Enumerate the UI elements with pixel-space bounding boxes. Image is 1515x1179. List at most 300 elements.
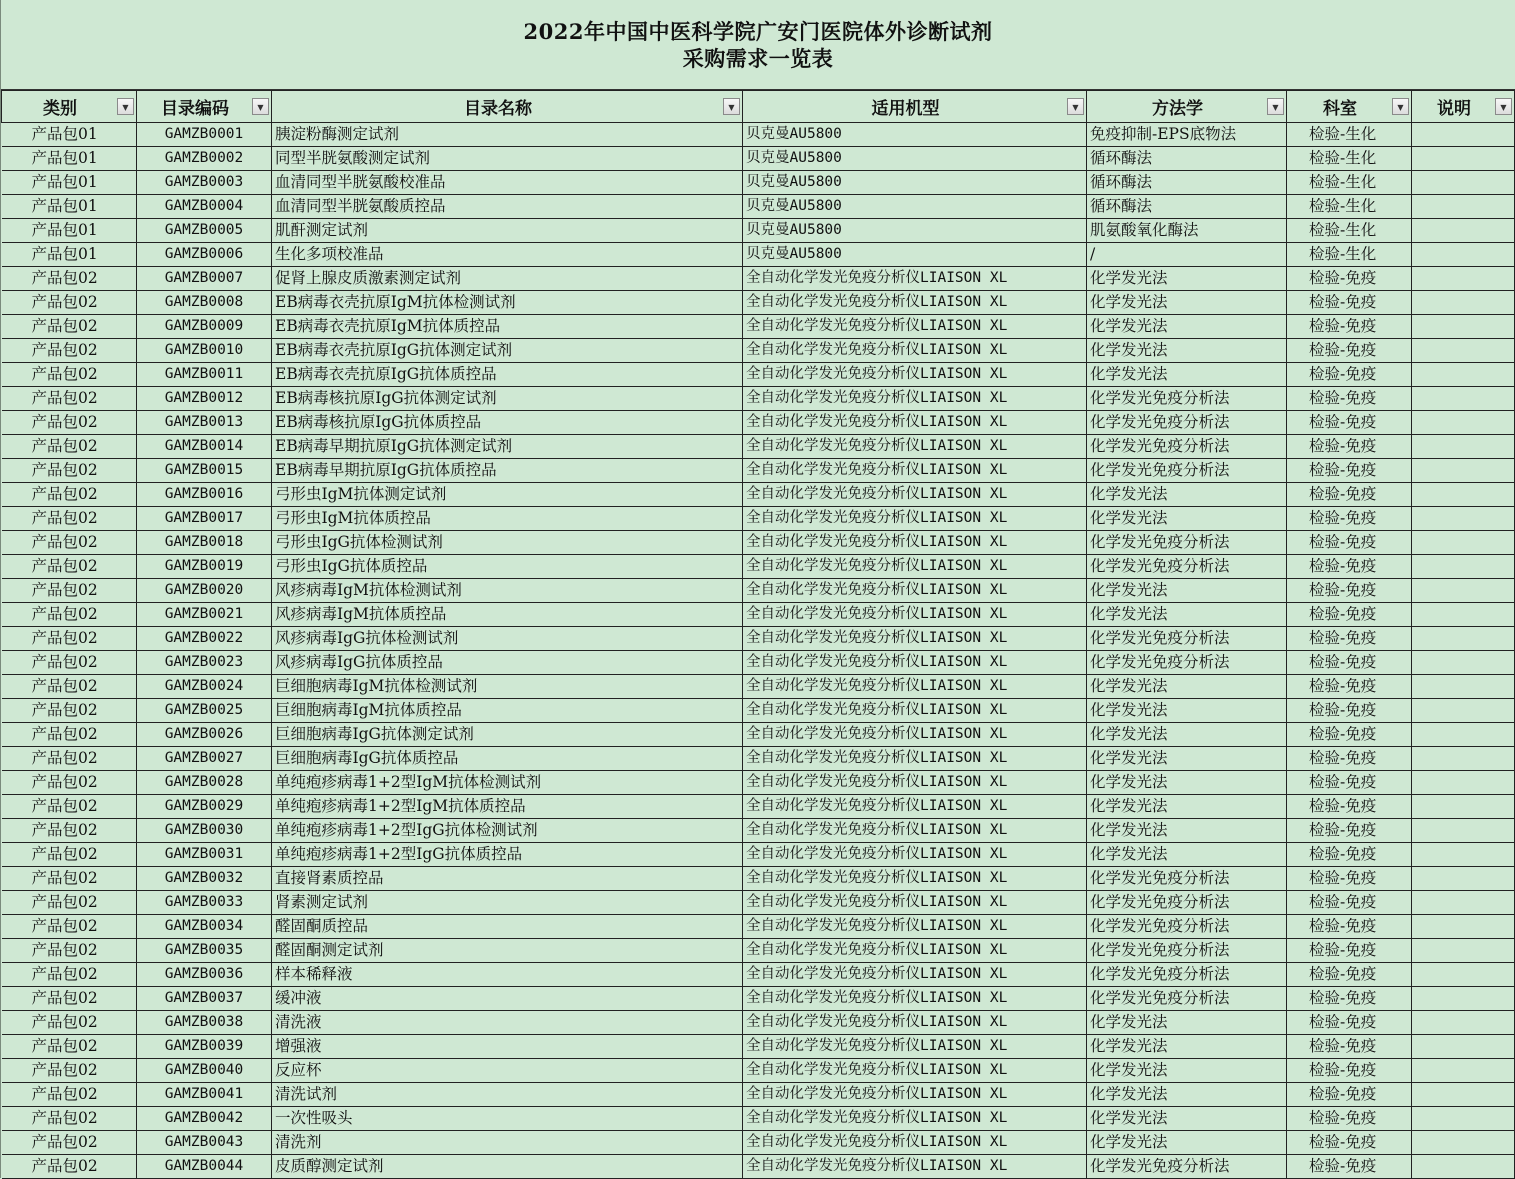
cell-note[interactable]: [1412, 651, 1515, 675]
cell-machine[interactable]: 贝克曼AU5800: [743, 171, 1087, 195]
cell-category[interactable]: 产品包02: [2, 1035, 137, 1059]
cell-name[interactable]: 单纯疱疹病毒1+2型IgM抗体质控品: [272, 795, 743, 819]
cell-category[interactable]: 产品包02: [2, 339, 137, 363]
cell-category[interactable]: 产品包02: [2, 891, 137, 915]
cell-note[interactable]: [1412, 963, 1515, 987]
cell-name[interactable]: 血清同型半胱氨酸校准品: [272, 171, 743, 195]
cell-name[interactable]: 巨细胞病毒IgM抗体质控品: [272, 699, 743, 723]
cell-method[interactable]: 循环酶法: [1087, 171, 1287, 195]
cell-department[interactable]: 检验-免疫: [1287, 1011, 1412, 1035]
cell-category[interactable]: 产品包02: [2, 555, 137, 579]
column-header-method[interactable]: 方法学 ▼: [1087, 91, 1287, 123]
filter-dropdown-icon[interactable]: ▼: [1067, 98, 1084, 115]
cell-code[interactable]: GAMZB0008: [137, 291, 272, 315]
cell-department[interactable]: 检验-免疫: [1287, 411, 1412, 435]
cell-method[interactable]: 循环酶法: [1087, 195, 1287, 219]
cell-name[interactable]: 风疹病毒IgM抗体质控品: [272, 603, 743, 627]
cell-category[interactable]: 产品包02: [2, 507, 137, 531]
cell-name[interactable]: 风疹病毒IgG抗体检测试剂: [272, 627, 743, 651]
cell-method[interactable]: 化学发光免疫分析法: [1087, 435, 1287, 459]
cell-department[interactable]: 检验-免疫: [1287, 675, 1412, 699]
cell-method[interactable]: 化学发光法: [1087, 795, 1287, 819]
cell-machine[interactable]: 全自动化学发光免疫分析仪LIAISON XL: [743, 1107, 1087, 1131]
cell-code[interactable]: GAMZB0025: [137, 699, 272, 723]
cell-category[interactable]: 产品包02: [2, 291, 137, 315]
cell-department[interactable]: 检验-免疫: [1287, 627, 1412, 651]
cell-machine[interactable]: 全自动化学发光免疫分析仪LIAISON XL: [743, 627, 1087, 651]
cell-category[interactable]: 产品包01: [2, 219, 137, 243]
cell-note[interactable]: [1412, 459, 1515, 483]
cell-machine[interactable]: 全自动化学发光免疫分析仪LIAISON XL: [743, 699, 1087, 723]
cell-department[interactable]: 检验-免疫: [1287, 1131, 1412, 1155]
cell-code[interactable]: GAMZB0032: [137, 867, 272, 891]
cell-machine[interactable]: 全自动化学发光免疫分析仪LIAISON XL: [743, 963, 1087, 987]
cell-machine[interactable]: 全自动化学发光免疫分析仪LIAISON XL: [743, 939, 1087, 963]
cell-department[interactable]: 检验-免疫: [1287, 891, 1412, 915]
cell-note[interactable]: [1412, 555, 1515, 579]
cell-note[interactable]: [1412, 891, 1515, 915]
cell-code[interactable]: GAMZB0018: [137, 531, 272, 555]
cell-method[interactable]: /: [1087, 243, 1287, 267]
cell-name[interactable]: 缓冲液: [272, 987, 743, 1011]
cell-method[interactable]: 循环酶法: [1087, 147, 1287, 171]
cell-code[interactable]: GAMZB0012: [137, 387, 272, 411]
cell-code[interactable]: GAMZB0037: [137, 987, 272, 1011]
cell-department[interactable]: 检验-免疫: [1287, 867, 1412, 891]
cell-method[interactable]: 化学发光法: [1087, 1011, 1287, 1035]
cell-code[interactable]: GAMZB0016: [137, 483, 272, 507]
column-header-machine[interactable]: 适用机型 ▼: [743, 91, 1087, 123]
cell-name[interactable]: EB病毒早期抗原IgG抗体质控品: [272, 459, 743, 483]
cell-machine[interactable]: 贝克曼AU5800: [743, 219, 1087, 243]
cell-category[interactable]: 产品包01: [2, 171, 137, 195]
cell-department[interactable]: 检验-生化: [1287, 171, 1412, 195]
cell-method[interactable]: 化学发光免疫分析法: [1087, 387, 1287, 411]
cell-machine[interactable]: 全自动化学发光免疫分析仪LIAISON XL: [743, 747, 1087, 771]
cell-machine[interactable]: 全自动化学发光免疫分析仪LIAISON XL: [743, 675, 1087, 699]
cell-name[interactable]: EB病毒核抗原IgG抗体测定试剂: [272, 387, 743, 411]
cell-department[interactable]: 检验-免疫: [1287, 771, 1412, 795]
cell-name[interactable]: EB病毒衣壳抗原IgM抗体检测试剂: [272, 291, 743, 315]
cell-name[interactable]: EB病毒衣壳抗原IgG抗体质控品: [272, 363, 743, 387]
cell-category[interactable]: 产品包02: [2, 915, 137, 939]
cell-code[interactable]: GAMZB0007: [137, 267, 272, 291]
cell-machine[interactable]: 全自动化学发光免疫分析仪LIAISON XL: [743, 723, 1087, 747]
cell-note[interactable]: [1412, 1011, 1515, 1035]
cell-department[interactable]: 检验-生化: [1287, 219, 1412, 243]
cell-method[interactable]: 化学发光法: [1087, 363, 1287, 387]
cell-method[interactable]: 化学发光法: [1087, 291, 1287, 315]
cell-method[interactable]: 化学发光免疫分析法: [1087, 1155, 1287, 1179]
cell-department[interactable]: 检验-免疫: [1287, 1155, 1412, 1179]
cell-name[interactable]: 胰淀粉酶测定试剂: [272, 123, 743, 147]
cell-note[interactable]: [1412, 195, 1515, 219]
cell-name[interactable]: EB病毒衣壳抗原IgG抗体测定试剂: [272, 339, 743, 363]
cell-method[interactable]: 化学发光免疫分析法: [1087, 915, 1287, 939]
cell-method[interactable]: 化学发光法: [1087, 675, 1287, 699]
cell-department[interactable]: 检验-免疫: [1287, 363, 1412, 387]
cell-note[interactable]: [1412, 411, 1515, 435]
cell-method[interactable]: 化学发光免疫分析法: [1087, 627, 1287, 651]
cell-machine[interactable]: 全自动化学发光免疫分析仪LIAISON XL: [743, 483, 1087, 507]
cell-category[interactable]: 产品包02: [2, 1107, 137, 1131]
cell-machine[interactable]: 全自动化学发光免疫分析仪LIAISON XL: [743, 819, 1087, 843]
cell-category[interactable]: 产品包02: [2, 723, 137, 747]
cell-department[interactable]: 检验-免疫: [1287, 819, 1412, 843]
cell-department[interactable]: 检验-免疫: [1287, 291, 1412, 315]
cell-machine[interactable]: 全自动化学发光免疫分析仪LIAISON XL: [743, 771, 1087, 795]
cell-department[interactable]: 检验-免疫: [1287, 843, 1412, 867]
cell-category[interactable]: 产品包02: [2, 387, 137, 411]
cell-category[interactable]: 产品包02: [2, 1131, 137, 1155]
cell-method[interactable]: 化学发光法: [1087, 507, 1287, 531]
cell-name[interactable]: 促肾上腺皮质激素测定试剂: [272, 267, 743, 291]
cell-method[interactable]: 化学发光法: [1087, 483, 1287, 507]
cell-method[interactable]: 化学发光法: [1087, 771, 1287, 795]
cell-note[interactable]: [1412, 363, 1515, 387]
cell-method[interactable]: 化学发光法: [1087, 843, 1287, 867]
cell-code[interactable]: GAMZB0019: [137, 555, 272, 579]
cell-note[interactable]: [1412, 867, 1515, 891]
cell-note[interactable]: [1412, 531, 1515, 555]
cell-note[interactable]: [1412, 987, 1515, 1011]
cell-machine[interactable]: 全自动化学发光免疫分析仪LIAISON XL: [743, 555, 1087, 579]
cell-method[interactable]: 化学发光法: [1087, 1035, 1287, 1059]
cell-name[interactable]: 单纯疱疹病毒1+2型IgG抗体检测试剂: [272, 819, 743, 843]
cell-note[interactable]: [1412, 771, 1515, 795]
cell-note[interactable]: [1412, 219, 1515, 243]
cell-method[interactable]: 化学发光法: [1087, 747, 1287, 771]
cell-name[interactable]: 生化多项校准品: [272, 243, 743, 267]
cell-note[interactable]: [1412, 243, 1515, 267]
cell-machine[interactable]: 全自动化学发光免疫分析仪LIAISON XL: [743, 915, 1087, 939]
cell-department[interactable]: 检验-免疫: [1287, 747, 1412, 771]
cell-department[interactable]: 检验-免疫: [1287, 1083, 1412, 1107]
cell-department[interactable]: 检验-免疫: [1287, 459, 1412, 483]
cell-machine[interactable]: 全自动化学发光免疫分析仪LIAISON XL: [743, 507, 1087, 531]
cell-category[interactable]: 产品包02: [2, 1083, 137, 1107]
cell-code[interactable]: GAMZB0038: [137, 1011, 272, 1035]
cell-department[interactable]: 检验-免疫: [1287, 579, 1412, 603]
cell-machine[interactable]: 全自动化学发光免疫分析仪LIAISON XL: [743, 459, 1087, 483]
cell-code[interactable]: GAMZB0043: [137, 1131, 272, 1155]
cell-name[interactable]: 肌酐测定试剂: [272, 219, 743, 243]
cell-note[interactable]: [1412, 291, 1515, 315]
column-header-category[interactable]: 类别 ▼: [2, 91, 137, 123]
cell-machine[interactable]: 全自动化学发光免疫分析仪LIAISON XL: [743, 1155, 1087, 1179]
cell-name[interactable]: 弓形虫IgM抗体质控品: [272, 507, 743, 531]
cell-category[interactable]: 产品包02: [2, 747, 137, 771]
cell-department[interactable]: 检验-免疫: [1287, 435, 1412, 459]
cell-code[interactable]: GAMZB0028: [137, 771, 272, 795]
cell-department[interactable]: 检验-生化: [1287, 243, 1412, 267]
cell-note[interactable]: [1412, 1083, 1515, 1107]
cell-method[interactable]: 化学发光法: [1087, 1131, 1287, 1155]
cell-code[interactable]: GAMZB0010: [137, 339, 272, 363]
cell-department[interactable]: 检验-生化: [1287, 195, 1412, 219]
cell-code[interactable]: GAMZB0040: [137, 1059, 272, 1083]
cell-note[interactable]: [1412, 795, 1515, 819]
cell-code[interactable]: GAMZB0044: [137, 1155, 272, 1179]
cell-name[interactable]: 弓形虫IgG抗体检测试剂: [272, 531, 743, 555]
filter-dropdown-icon[interactable]: ▼: [1267, 98, 1284, 115]
filter-dropdown-icon[interactable]: ▼: [1495, 98, 1512, 115]
cell-method[interactable]: 化学发光法: [1087, 579, 1287, 603]
cell-name[interactable]: 清洗试剂: [272, 1083, 743, 1107]
cell-name[interactable]: 直接肾素质控品: [272, 867, 743, 891]
cell-category[interactable]: 产品包02: [2, 435, 137, 459]
cell-department[interactable]: 检验-免疫: [1287, 963, 1412, 987]
cell-category[interactable]: 产品包02: [2, 483, 137, 507]
cell-code[interactable]: GAMZB0003: [137, 171, 272, 195]
cell-code[interactable]: GAMZB0033: [137, 891, 272, 915]
cell-machine[interactable]: 贝克曼AU5800: [743, 147, 1087, 171]
cell-machine[interactable]: 全自动化学发光免疫分析仪LIAISON XL: [743, 291, 1087, 315]
cell-category[interactable]: 产品包02: [2, 1155, 137, 1179]
cell-machine[interactable]: 全自动化学发光免疫分析仪LIAISON XL: [743, 315, 1087, 339]
cell-code[interactable]: GAMZB0006: [137, 243, 272, 267]
cell-department[interactable]: 检验-免疫: [1287, 315, 1412, 339]
cell-code[interactable]: GAMZB0001: [137, 123, 272, 147]
cell-name[interactable]: 肾素测定试剂: [272, 891, 743, 915]
cell-method[interactable]: 化学发光免疫分析法: [1087, 867, 1287, 891]
cell-name[interactable]: EB病毒早期抗原IgG抗体测定试剂: [272, 435, 743, 459]
cell-name[interactable]: 一次性吸头: [272, 1107, 743, 1131]
cell-code[interactable]: GAMZB0034: [137, 915, 272, 939]
cell-note[interactable]: [1412, 1131, 1515, 1155]
column-header-note[interactable]: 说明 ▼: [1412, 91, 1515, 123]
cell-method[interactable]: 化学发光法: [1087, 819, 1287, 843]
cell-code[interactable]: GAMZB0039: [137, 1035, 272, 1059]
cell-department[interactable]: 检验-免疫: [1287, 987, 1412, 1011]
cell-method[interactable]: 化学发光免疫分析法: [1087, 963, 1287, 987]
cell-method[interactable]: 化学发光法: [1087, 1059, 1287, 1083]
cell-category[interactable]: 产品包02: [2, 1011, 137, 1035]
cell-machine[interactable]: 全自动化学发光免疫分析仪LIAISON XL: [743, 1011, 1087, 1035]
cell-department[interactable]: 检验-免疫: [1287, 555, 1412, 579]
cell-machine[interactable]: 全自动化学发光免疫分析仪LIAISON XL: [743, 339, 1087, 363]
cell-department[interactable]: 检验-免疫: [1287, 699, 1412, 723]
cell-name[interactable]: 单纯疱疹病毒1+2型IgM抗体检测试剂: [272, 771, 743, 795]
cell-method[interactable]: 化学发光免疫分析法: [1087, 891, 1287, 915]
cell-category[interactable]: 产品包02: [2, 267, 137, 291]
cell-note[interactable]: [1412, 675, 1515, 699]
cell-department[interactable]: 检验-生化: [1287, 147, 1412, 171]
cell-name[interactable]: 巨细胞病毒IgM抗体检测试剂: [272, 675, 743, 699]
cell-note[interactable]: [1412, 339, 1515, 363]
cell-note[interactable]: [1412, 723, 1515, 747]
cell-category[interactable]: 产品包02: [2, 1059, 137, 1083]
cell-code[interactable]: GAMZB0011: [137, 363, 272, 387]
cell-category[interactable]: 产品包02: [2, 795, 137, 819]
cell-method[interactable]: 化学发光免疫分析法: [1087, 459, 1287, 483]
cell-method[interactable]: 化学发光法: [1087, 1107, 1287, 1131]
cell-category[interactable]: 产品包02: [2, 939, 137, 963]
cell-machine[interactable]: 全自动化学发光免疫分析仪LIAISON XL: [743, 267, 1087, 291]
cell-code[interactable]: GAMZB0015: [137, 459, 272, 483]
cell-machine[interactable]: 全自动化学发光免疫分析仪LIAISON XL: [743, 531, 1087, 555]
cell-name[interactable]: 弓形虫IgG抗体质控品: [272, 555, 743, 579]
filter-dropdown-icon[interactable]: ▼: [723, 98, 740, 115]
cell-note[interactable]: [1412, 387, 1515, 411]
cell-name[interactable]: 皮质醇测定试剂: [272, 1155, 743, 1179]
cell-machine[interactable]: 全自动化学发光免疫分析仪LIAISON XL: [743, 579, 1087, 603]
cell-category[interactable]: 产品包02: [2, 315, 137, 339]
cell-name[interactable]: 醛固酮质控品: [272, 915, 743, 939]
cell-note[interactable]: [1412, 579, 1515, 603]
cell-method[interactable]: 化学发光免疫分析法: [1087, 411, 1287, 435]
cell-code[interactable]: GAMZB0002: [137, 147, 272, 171]
cell-department[interactable]: 检验-免疫: [1287, 339, 1412, 363]
cell-name[interactable]: 单纯疱疹病毒1+2型IgG抗体质控品: [272, 843, 743, 867]
cell-note[interactable]: [1412, 915, 1515, 939]
cell-code[interactable]: GAMZB0030: [137, 819, 272, 843]
cell-note[interactable]: [1412, 747, 1515, 771]
cell-machine[interactable]: 全自动化学发光免疫分析仪LIAISON XL: [743, 1059, 1087, 1083]
cell-code[interactable]: GAMZB0042: [137, 1107, 272, 1131]
cell-name[interactable]: EB病毒衣壳抗原IgM抗体质控品: [272, 315, 743, 339]
cell-category[interactable]: 产品包01: [2, 195, 137, 219]
cell-code[interactable]: GAMZB0022: [137, 627, 272, 651]
cell-note[interactable]: [1412, 507, 1515, 531]
cell-code[interactable]: GAMZB0036: [137, 963, 272, 987]
cell-note[interactable]: [1412, 939, 1515, 963]
cell-category[interactable]: 产品包02: [2, 963, 137, 987]
cell-code[interactable]: GAMZB0041: [137, 1083, 272, 1107]
cell-machine[interactable]: 全自动化学发光免疫分析仪LIAISON XL: [743, 867, 1087, 891]
cell-note[interactable]: [1412, 267, 1515, 291]
cell-category[interactable]: 产品包02: [2, 771, 137, 795]
cell-category[interactable]: 产品包02: [2, 987, 137, 1011]
cell-category[interactable]: 产品包01: [2, 243, 137, 267]
cell-code[interactable]: GAMZB0004: [137, 195, 272, 219]
cell-department[interactable]: 检验-免疫: [1287, 267, 1412, 291]
cell-note[interactable]: [1412, 699, 1515, 723]
cell-code[interactable]: GAMZB0027: [137, 747, 272, 771]
cell-machine[interactable]: 全自动化学发光免疫分析仪LIAISON XL: [743, 1035, 1087, 1059]
cell-note[interactable]: [1412, 315, 1515, 339]
cell-code[interactable]: GAMZB0020: [137, 579, 272, 603]
cell-category[interactable]: 产品包02: [2, 531, 137, 555]
cell-department[interactable]: 检验-免疫: [1287, 483, 1412, 507]
cell-name[interactable]: 清洗液: [272, 1011, 743, 1035]
cell-category[interactable]: 产品包02: [2, 699, 137, 723]
cell-name[interactable]: 同型半胱氨酸测定试剂: [272, 147, 743, 171]
cell-note[interactable]: [1412, 1155, 1515, 1179]
cell-name[interactable]: 巨细胞病毒IgG抗体测定试剂: [272, 723, 743, 747]
cell-category[interactable]: 产品包02: [2, 459, 137, 483]
cell-category[interactable]: 产品包02: [2, 603, 137, 627]
cell-machine[interactable]: 全自动化学发光免疫分析仪LIAISON XL: [743, 387, 1087, 411]
cell-department[interactable]: 检验-免疫: [1287, 1059, 1412, 1083]
cell-department[interactable]: 检验-免疫: [1287, 1107, 1412, 1131]
cell-machine[interactable]: 全自动化学发光免疫分析仪LIAISON XL: [743, 1131, 1087, 1155]
cell-note[interactable]: [1412, 1059, 1515, 1083]
cell-category[interactable]: 产品包02: [2, 843, 137, 867]
cell-category[interactable]: 产品包02: [2, 867, 137, 891]
cell-name[interactable]: 弓形虫IgM抗体测定试剂: [272, 483, 743, 507]
cell-machine[interactable]: 全自动化学发光免疫分析仪LIAISON XL: [743, 843, 1087, 867]
cell-name[interactable]: 增强液: [272, 1035, 743, 1059]
cell-name[interactable]: 反应杯: [272, 1059, 743, 1083]
cell-department[interactable]: 检验-免疫: [1287, 795, 1412, 819]
cell-method[interactable]: 免疫抑制-EPS底物法: [1087, 123, 1287, 147]
cell-code[interactable]: GAMZB0009: [137, 315, 272, 339]
cell-name[interactable]: 风疹病毒IgG抗体质控品: [272, 651, 743, 675]
cell-category[interactable]: 产品包02: [2, 363, 137, 387]
cell-method[interactable]: 化学发光免疫分析法: [1087, 555, 1287, 579]
cell-category[interactable]: 产品包01: [2, 123, 137, 147]
cell-note[interactable]: [1412, 435, 1515, 459]
cell-method[interactable]: 化学发光免疫分析法: [1087, 987, 1287, 1011]
filter-dropdown-icon[interactable]: ▼: [252, 98, 269, 115]
cell-category[interactable]: 产品包02: [2, 579, 137, 603]
cell-note[interactable]: [1412, 171, 1515, 195]
cell-code[interactable]: GAMZB0035: [137, 939, 272, 963]
cell-name[interactable]: 醛固酮测定试剂: [272, 939, 743, 963]
cell-machine[interactable]: 全自动化学发光免疫分析仪LIAISON XL: [743, 987, 1087, 1011]
cell-code[interactable]: GAMZB0031: [137, 843, 272, 867]
column-header-name[interactable]: 目录名称 ▼: [272, 91, 743, 123]
cell-code[interactable]: GAMZB0023: [137, 651, 272, 675]
cell-machine[interactable]: 贝克曼AU5800: [743, 123, 1087, 147]
cell-machine[interactable]: 全自动化学发光免疫分析仪LIAISON XL: [743, 603, 1087, 627]
cell-method[interactable]: 化学发光法: [1087, 603, 1287, 627]
cell-note[interactable]: [1412, 819, 1515, 843]
cell-method[interactable]: 化学发光法: [1087, 699, 1287, 723]
cell-method[interactable]: 化学发光免疫分析法: [1087, 651, 1287, 675]
cell-code[interactable]: GAMZB0021: [137, 603, 272, 627]
cell-method[interactable]: 化学发光法: [1087, 315, 1287, 339]
cell-department[interactable]: 检验-生化: [1287, 123, 1412, 147]
filter-dropdown-icon[interactable]: ▼: [117, 98, 134, 115]
cell-category[interactable]: 产品包02: [2, 675, 137, 699]
cell-machine[interactable]: 全自动化学发光免疫分析仪LIAISON XL: [743, 411, 1087, 435]
cell-machine[interactable]: 全自动化学发光免疫分析仪LIAISON XL: [743, 795, 1087, 819]
cell-machine[interactable]: 全自动化学发光免疫分析仪LIAISON XL: [743, 363, 1087, 387]
cell-code[interactable]: GAMZB0024: [137, 675, 272, 699]
cell-department[interactable]: 检验-免疫: [1287, 507, 1412, 531]
cell-code[interactable]: GAMZB0014: [137, 435, 272, 459]
cell-note[interactable]: [1412, 483, 1515, 507]
cell-department[interactable]: 检验-免疫: [1287, 723, 1412, 747]
cell-note[interactable]: [1412, 603, 1515, 627]
cell-category[interactable]: 产品包02: [2, 651, 137, 675]
cell-note[interactable]: [1412, 627, 1515, 651]
cell-machine[interactable]: 全自动化学发光免疫分析仪LIAISON XL: [743, 651, 1087, 675]
filter-dropdown-icon[interactable]: ▼: [1392, 98, 1409, 115]
cell-machine[interactable]: 全自动化学发光免疫分析仪LIAISON XL: [743, 891, 1087, 915]
cell-machine[interactable]: 全自动化学发光免疫分析仪LIAISON XL: [743, 435, 1087, 459]
cell-category[interactable]: 产品包02: [2, 627, 137, 651]
cell-name[interactable]: 清洗剂: [272, 1131, 743, 1155]
cell-department[interactable]: 检验-免疫: [1287, 939, 1412, 963]
cell-name[interactable]: 血清同型半胱氨酸质控品: [272, 195, 743, 219]
cell-name[interactable]: 巨细胞病毒IgG抗体质控品: [272, 747, 743, 771]
cell-department[interactable]: 检验-免疫: [1287, 915, 1412, 939]
cell-note[interactable]: [1412, 123, 1515, 147]
cell-note[interactable]: [1412, 1035, 1515, 1059]
cell-method[interactable]: 肌氨酸氧化酶法: [1087, 219, 1287, 243]
column-header-code[interactable]: 目录编码 ▼: [137, 91, 272, 123]
cell-machine[interactable]: 全自动化学发光免疫分析仪LIAISON XL: [743, 1083, 1087, 1107]
cell-department[interactable]: 检验-免疫: [1287, 531, 1412, 555]
cell-method[interactable]: 化学发光免疫分析法: [1087, 939, 1287, 963]
cell-method[interactable]: 化学发光法: [1087, 1083, 1287, 1107]
cell-machine[interactable]: 贝克曼AU5800: [743, 243, 1087, 267]
cell-category[interactable]: 产品包01: [2, 147, 137, 171]
cell-code[interactable]: GAMZB0029: [137, 795, 272, 819]
